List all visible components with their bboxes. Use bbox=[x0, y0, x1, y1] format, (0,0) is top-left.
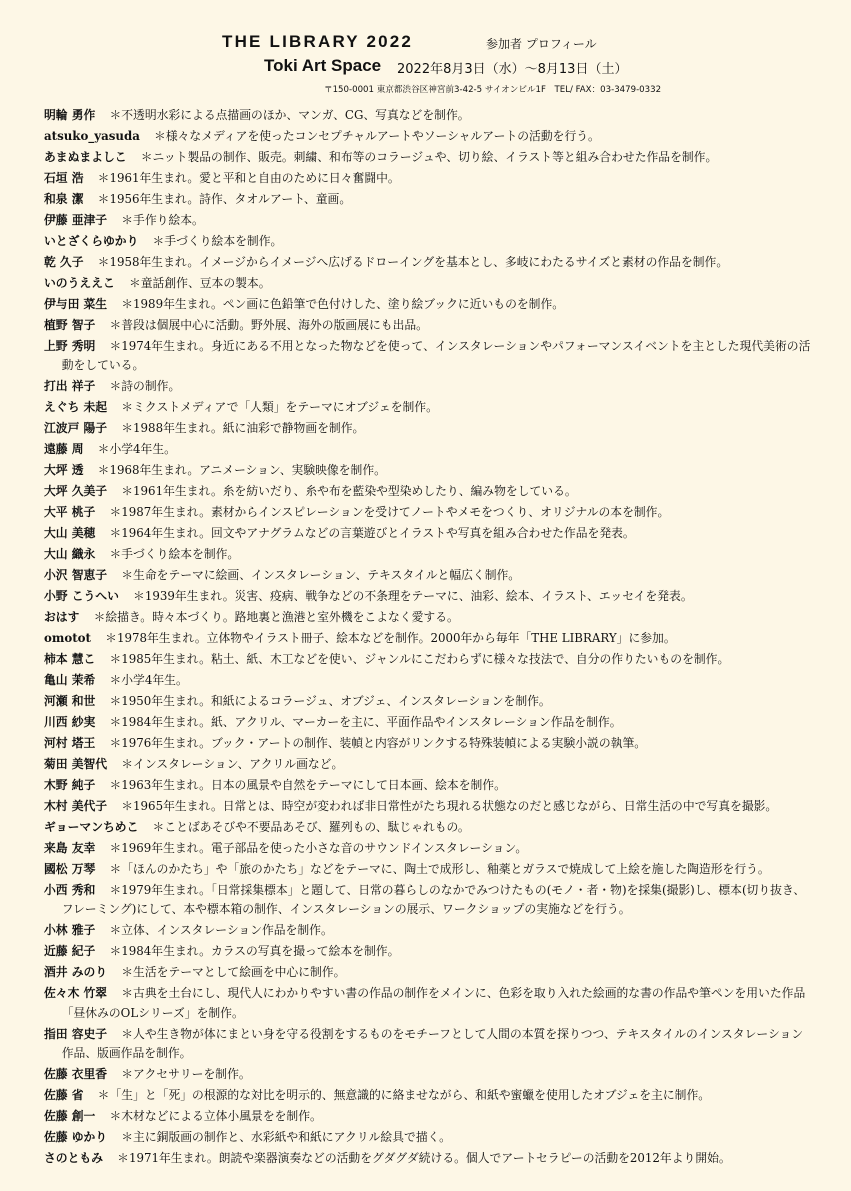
participant-entry bbox=[44, 337, 814, 375]
participant-name: 酒井 みのり bbox=[44, 965, 108, 980]
participant-entry bbox=[44, 419, 814, 438]
participant-entry bbox=[44, 482, 814, 501]
participant-description: ＊絵描き。時々本づくり。路地裏と漁港と室外機をこよなく愛する。 bbox=[93, 610, 459, 625]
participant-entry bbox=[44, 797, 814, 816]
participant-description: ＊ニット製品の制作、販売。刺繍、和布等のコラージュや、切り絵、イラスト等と組み合わせた作品を制作。 bbox=[140, 150, 718, 164]
participant-name: 来島 友幸 bbox=[44, 841, 96, 856]
participant-name: 川西 紗実 bbox=[44, 715, 96, 730]
participant-description: ＊小学4年生。 bbox=[97, 442, 176, 457]
participant-name: 小野 こうへい bbox=[44, 589, 119, 604]
participant-description: ＊生活をテーマとして絵画を中心に制作。 bbox=[121, 965, 346, 980]
participant-name: いとざくらゆかり bbox=[44, 234, 139, 248]
participant-entry bbox=[44, 963, 814, 982]
participant-description: ＊ミクストメディアで「人類」をテーマにオブジェを制作。 bbox=[121, 400, 438, 415]
exhibition-dates: 2022年8月3日（水）〜8月13日（土） bbox=[397, 62, 628, 77]
participant-entry bbox=[44, 503, 814, 522]
participant-name: 伊藤 亜津子 bbox=[44, 213, 108, 227]
participant-description: ＊1989年生まれ。ペン画に色鉛筆で色付けした、塗り絵ブックに近いものを制作。 bbox=[121, 297, 565, 311]
participant-description: ＊1987年生まれ。素材からインスピレーションを受けてノートやメモをつくり、オリジナルの本を制作。 bbox=[109, 505, 670, 520]
participant-description: ＊1961年生まれ。糸を紡いだり、糸や布を藍染や型染めしたり、編み物をしている。 bbox=[121, 484, 577, 499]
participant-name: 柿本 慧こ bbox=[44, 652, 96, 667]
exhibition-title: THE LIBRARY 2022 bbox=[222, 32, 414, 51]
participant-name: 佐藤 省 bbox=[44, 1087, 84, 1102]
participant-entry bbox=[44, 461, 814, 480]
participant-name: 近藤 紀子 bbox=[44, 944, 96, 959]
participant-description: ＊1978年生まれ。立体物やイラスト冊子、絵本などを制作。2000年から毎年「THE LIBRARY」に参加。 bbox=[105, 631, 676, 646]
participant-name: 伊与田 菜生 bbox=[44, 297, 108, 311]
participant-name: さのともみ bbox=[44, 1150, 103, 1165]
participant-name: いのうええこ bbox=[44, 276, 115, 290]
participant-entry bbox=[44, 860, 814, 879]
participant-description: ＊インスタレーション、アクリル画など。 bbox=[121, 757, 344, 772]
participant-entry bbox=[44, 1128, 814, 1147]
participant-name: 和泉 潔 bbox=[44, 192, 84, 206]
participant-entry bbox=[44, 818, 814, 837]
participant-name: 上野 秀明 bbox=[44, 339, 96, 353]
participant-name: 佐藤 衣里香 bbox=[44, 1066, 108, 1081]
participant-entry bbox=[44, 984, 814, 1022]
participant-list bbox=[44, 106, 814, 1170]
participant-description: ＊普段は個展中心に活動。野外展、海外の版画展にも出品。 bbox=[109, 318, 428, 332]
participant-description: ＊手作り絵本。 bbox=[121, 213, 204, 227]
participant-name: 河瀬 和世 bbox=[44, 694, 96, 709]
participant-name: ギョーマンちめこ bbox=[44, 820, 139, 835]
participant-description: ＊木材などによる立体小風景をを制作。 bbox=[109, 1108, 322, 1123]
participant-name: 佐藤 ゆかり bbox=[44, 1129, 108, 1144]
participant-description: ＊1961年生まれ。愛と平和と自由のために日々奮闘中。 bbox=[97, 171, 400, 185]
participant-entry bbox=[44, 377, 814, 396]
participant-name: atsuko_yasuda bbox=[44, 129, 140, 143]
participant-name: 小林 雅子 bbox=[44, 923, 96, 938]
participant-description: ＊ことばあそびや不要品あそび、羅列もの、駄じゃれもの。 bbox=[152, 820, 470, 835]
participant-description: ＊様々なメディアを使ったコンセプチャルアートやソーシャルアートの活動を行う。 bbox=[154, 129, 600, 143]
participant-entry bbox=[44, 566, 814, 585]
venue-name: Toki Art Space bbox=[264, 56, 382, 75]
participant-description: ＊立体、インスタレーション作品を制作。 bbox=[109, 923, 333, 938]
participant-description: ＊1974年生まれ。身近にある不用となった物などを使って、インスタレーションやパフォーマンスイベントを主とした現代美術の活動をしている。 bbox=[61, 339, 811, 373]
participant-entry bbox=[44, 211, 814, 230]
participant-description: ＊アクセサリーを制作。 bbox=[121, 1066, 251, 1081]
venue-address: 〒150-0001 東京都渋谷区神宮前3-42-5 サイオンビル1F TEL/ FAX：03-3479-0332 bbox=[324, 85, 662, 95]
participant-description: ＊1964年生まれ。回文やアナグラムなどの言葉遊びとイラストや写真を組み合わせた作品を発表。 bbox=[109, 526, 635, 541]
participant-name: 乾 久子 bbox=[44, 255, 84, 269]
participant-entry bbox=[44, 1025, 814, 1063]
participant-name: 佐々木 竹翠 bbox=[44, 986, 108, 1001]
header bbox=[0, 0, 851, 100]
participant-description: ＊1969年生まれ。電子部品を使った小さな音のサウンドインスタレーション。 bbox=[109, 841, 528, 856]
participant-name: 小西 秀和 bbox=[44, 883, 96, 898]
participant-description: ＊1950年生まれ。和紙によるコラージュ、オブジェ、インスタレーションを制作。 bbox=[109, 694, 551, 709]
participant-description: ＊1965年生まれ。日常とは、時空が変われば非日常性がたち現れる状態なのだと感じながら、日常生活の中で写真を撮影。 bbox=[121, 799, 778, 814]
participant-name: 菊田 美智代 bbox=[44, 757, 108, 772]
participant-description: ＊1963年生まれ。日本の風景や自然をテーマにして日本画、絵本を制作。 bbox=[109, 778, 506, 793]
participant-name: 植野 智子 bbox=[44, 318, 96, 332]
participant-description: ＊1985年生まれ。粘土、紙、木工などを使い、ジャンルにこだわらずに様々な技法で、自分の作りたいものを制作。 bbox=[109, 652, 730, 667]
participant-entry bbox=[44, 650, 814, 669]
participant-name: 亀山 茉希 bbox=[44, 673, 96, 688]
participant-description: ＊手づくり絵本を制作。 bbox=[152, 234, 283, 248]
participant-name: 木村 美代子 bbox=[44, 799, 108, 814]
participant-description: ＊「ほんのかたち」や「旅のかたち」などをテーマに、陶土で成形し、釉薬とガラスで焼成して上絵を施した陶造形を行う。 bbox=[109, 862, 770, 877]
participant-name: 大山 織永 bbox=[44, 547, 96, 562]
participant-description: ＊1984年生まれ。カラスの写真を撮って絵本を制作。 bbox=[109, 944, 400, 959]
participant-entry bbox=[44, 734, 814, 753]
participant-entry bbox=[44, 106, 814, 125]
participant-entry bbox=[44, 587, 814, 606]
participant-entry bbox=[44, 755, 814, 774]
participant-name: 江波戸 陽子 bbox=[44, 421, 108, 436]
participant-entry bbox=[44, 629, 814, 648]
participant-name: 國松 万琴 bbox=[44, 862, 96, 877]
participant-name: 大坪 久美子 bbox=[44, 484, 108, 499]
participant-entry bbox=[44, 1086, 814, 1105]
participant-entry bbox=[44, 232, 814, 251]
participant-name: 指田 容史子 bbox=[44, 1026, 108, 1041]
participant-name: あまぬまよしこ bbox=[44, 150, 127, 164]
participant-entry bbox=[44, 545, 814, 564]
participant-entry bbox=[44, 190, 814, 209]
participant-entry bbox=[44, 1065, 814, 1084]
participant-entry bbox=[44, 839, 814, 858]
participant-entry bbox=[44, 398, 814, 417]
participant-entry bbox=[44, 253, 814, 272]
participant-name: 木野 純子 bbox=[44, 778, 96, 793]
participant-description: ＊人や生き物が体にまとい身を守る役割をするものをモチーフとして人間の本質を探りつつ、テキスタイルのインスタレーション作品、版画作品を制作。 bbox=[61, 1026, 804, 1060]
participant-description: ＊古典を土台にし、現代人にわかりやすい書の作品の制作をメインに、色彩を取り入れた絵画的な書の作品や筆ペンを用いた作品「昼休みのOLシリーズ」を制作。 bbox=[61, 986, 806, 1020]
participant-description: ＊1958年生まれ。イメージからイメージへ広げるドローイングを基本とし、多岐にわたるサイズと素材の作品を制作。 bbox=[97, 255, 729, 269]
participant-name: 明輪 勇作 bbox=[44, 108, 96, 122]
participant-description: ＊童話創作、豆本の製本。 bbox=[128, 276, 271, 290]
participant-entry bbox=[44, 274, 814, 293]
participant-entry bbox=[44, 671, 814, 690]
participant-name: 遠藤 周 bbox=[44, 442, 84, 457]
participant-name: 小沢 智恵子 bbox=[44, 568, 108, 583]
participant-description: ＊1939年生まれ。災害、疫病、戦争などの不条理をテーマに、油彩、絵本、イラスト、エッセイを発表。 bbox=[133, 589, 693, 604]
participant-description: ＊1971年生まれ。朗読や楽器演奏などの活動をグダグダ続ける。個人でアートセラピーの活動を2012年より開始。 bbox=[117, 1150, 731, 1165]
participant-entry bbox=[44, 1107, 814, 1126]
participant-name: えぐち 未起 bbox=[44, 400, 108, 415]
participant-entry bbox=[44, 1149, 814, 1168]
participant-entry bbox=[44, 942, 814, 961]
participant-description: ＊1988年生まれ。紙に油彩で静物画を制作。 bbox=[121, 421, 365, 436]
participant-name: 打出 祥子 bbox=[44, 379, 96, 394]
participant-description: ＊1956年生まれ。詩作、タオルアート、童画。 bbox=[97, 192, 352, 206]
participant-entry bbox=[44, 440, 814, 459]
participant-description: ＊小学4年生。 bbox=[109, 673, 188, 688]
participant-entry bbox=[44, 713, 814, 732]
participant-entry bbox=[44, 608, 814, 627]
participant-entry bbox=[44, 776, 814, 795]
exhibition-subtitle: 参加者 プロフィール bbox=[486, 37, 597, 51]
participant-description: ＊詩の制作。 bbox=[109, 379, 181, 394]
participant-description: ＊生命をテーマに絵画、インスタレーション、テキスタイルと幅広く制作。 bbox=[121, 568, 521, 583]
participant-description: ＊1976年生まれ。ブック・アートの制作、装幀と内容がリンクする特殊装幀による実験小説の執筆。 bbox=[109, 736, 647, 751]
participant-description: ＊1968年生まれ。アニメーション、実験映像を制作。 bbox=[97, 463, 386, 478]
participant-description: ＊手づくり絵本を制作。 bbox=[109, 547, 240, 562]
participant-entry bbox=[44, 692, 814, 711]
participant-entry bbox=[44, 524, 814, 543]
participant-description: ＊不透明水彩による点描画のほか、マンガ、CG、写真などを制作。 bbox=[109, 108, 470, 122]
participant-entry bbox=[44, 921, 814, 940]
participant-description: ＊「生」と「死」の根源的な対比を明示的、無意識的に絡ませながら、和紙や蜜蠟を使用したオブジェを主に制作。 bbox=[97, 1087, 711, 1102]
participant-entry bbox=[44, 295, 814, 314]
participant-name: 佐藤 創一 bbox=[44, 1108, 96, 1123]
participant-name: omotot bbox=[44, 631, 91, 646]
participant-description: ＊1984年生まれ。紙、アクリル、マーカーを主に、平面作品やインスタレーション作品を制作。 bbox=[109, 715, 622, 730]
participant-name: 河村 塔王 bbox=[44, 736, 96, 751]
participant-entry bbox=[44, 169, 814, 188]
participant-entry bbox=[44, 127, 814, 146]
participant-entry bbox=[44, 316, 814, 335]
participant-description: ＊1979年生まれ。「日常採集標本」と題して、日常の暮らしのなかでみつけたもの(モノ・者・物)を採集(撮影)し、標本(切り抜き、フレーミング)にして、本や標本箱の制作、インスタレーションの展示、ワークショップの実施などを行う。 bbox=[61, 883, 806, 917]
participant-entry bbox=[44, 148, 814, 167]
participant-description: ＊主に銅版画の制作と、水彩紙や和紙にアクリル絵具で描く。 bbox=[121, 1129, 451, 1144]
participant-name: おはす bbox=[44, 610, 80, 625]
participant-name: 石垣 浩 bbox=[44, 171, 84, 185]
participant-name: 大坪 透 bbox=[44, 463, 84, 478]
participant-entry bbox=[44, 881, 814, 919]
participant-name: 大平 桃子 bbox=[44, 505, 96, 520]
participant-name: 大山 美穂 bbox=[44, 526, 96, 541]
